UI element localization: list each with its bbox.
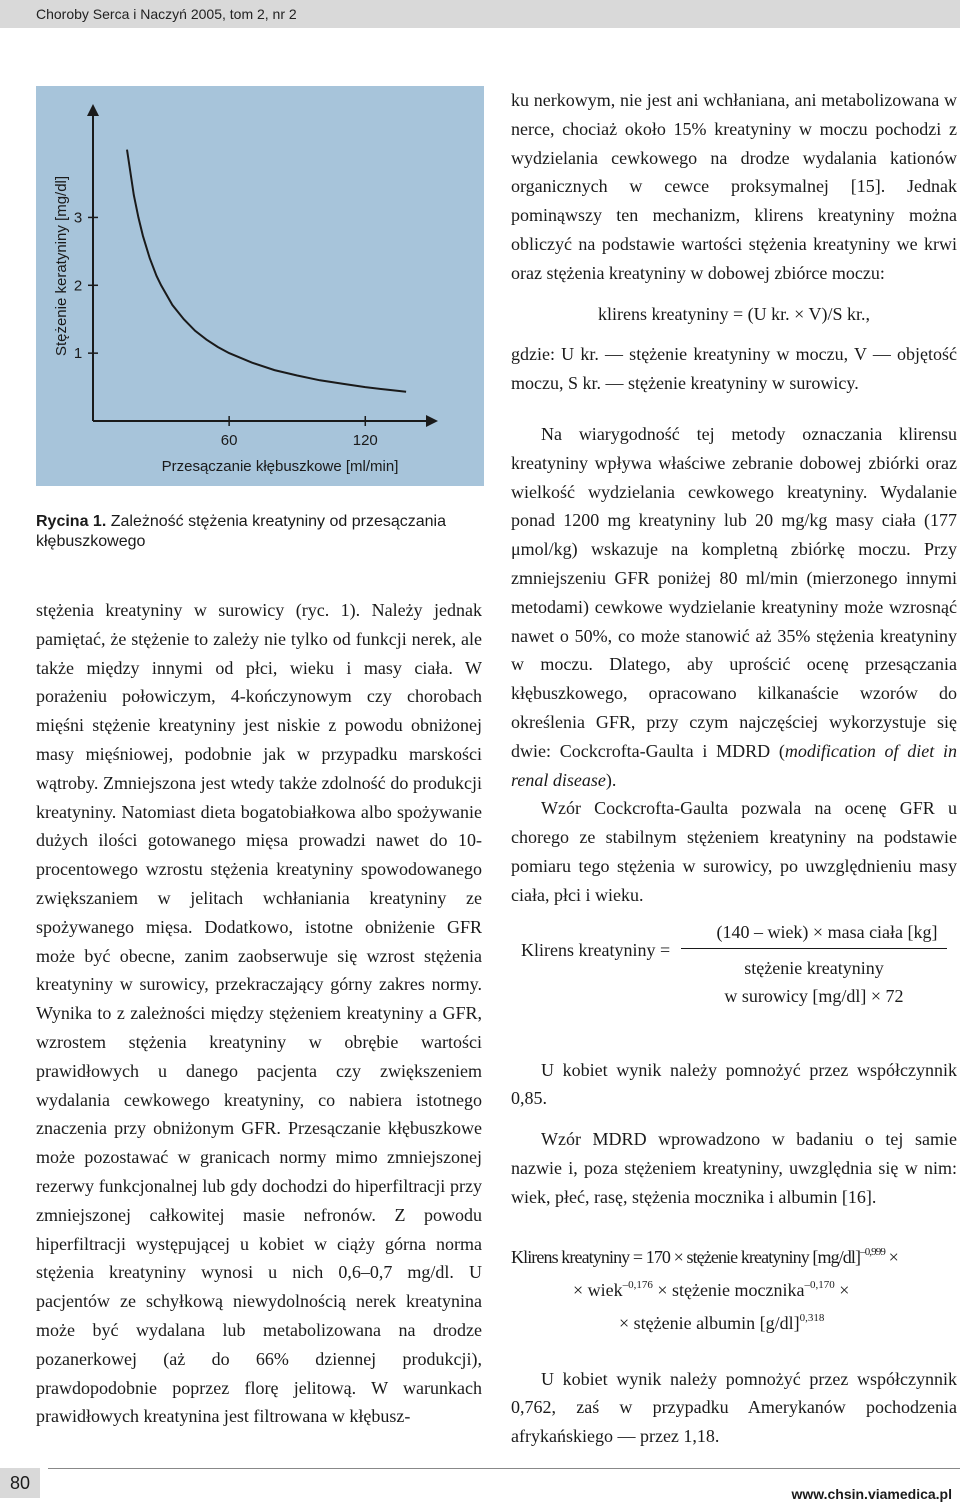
mdrd-term-3-end: × xyxy=(834,1279,850,1300)
footer-rule xyxy=(48,1468,960,1469)
clearance-formula: klirens kreatyniny = (U kr. × V)/S kr., xyxy=(598,303,870,324)
x-tick-label: 60 xyxy=(220,432,238,449)
formula-legend: gdzie: U kr. — stężenie kreatyniny w moczu, V — objętość moczu, S kr. — stężenie kreatyniny w surowicy. xyxy=(511,344,957,394)
right-paragraph-3: Wzór Cockcrofta-Gaulta pozwala na ocenę GFR u chorego ze stabilnym stężeniem kreatyniny na podstawie pomiaru tego stężenia w surowicy, po uwzględnieniu masy ciała, płci i wieku. xyxy=(511,798,957,905)
paragraph-2-end: ). xyxy=(605,769,617,790)
y-axis-label: Stężenie keratyniny [mg/dl] xyxy=(53,175,70,357)
right-paragraph-4: U kobiet wynik należy pomnożyć przez współczynnik 0,85. xyxy=(511,1059,957,1109)
journal-title: Choroby Serca i Naczyń 2005, tom 2, nr 2 xyxy=(36,6,297,22)
figure-caption xyxy=(36,512,476,552)
x-axis-label: Przesączanie kłębuszkowe [ml/min] xyxy=(161,458,399,475)
paragraph-2-text: Na wiarygodność tej metody oznaczania klirensu kreatyniny wpływa właściwe zebranie dobowej zbiórki oraz wielkość wydzielania cewkowego kreatyniny. Wydalanie ponad 1200 mg kreatyniny lub 20 mg/kg masy ciała (177 μmol/kg) wskazuje na kompletną zbiórkę moczu. Przy zmniejszeniu GFR poniżej 80 ml/min (mierzonego innymi metodami) cewkowe wydzielanie kreatyniny może wzrosnąć nawet o 50%, co może stanowić aż 35% stężenia kreatyniny w moczu. Dlatego, aby uprościć ocenę przesączania kłębuszkowego, opracowano kilkanaście wzorów do określenia GFR, przy czym najczęściej wykorzystuje się dwie: Cockcrofta-Gaulta i MDRD ( xyxy=(511,423,957,761)
right-paragraph-5: Wzór MDRD wprowadzono w badaniu o tej samie nazwie i, poza stężeniem kreatyniny, uwzględnia się w nim: wiek, płeć, rasę, stężenia mocznika i albumin [16]. xyxy=(511,1129,957,1207)
mdrd-exp-4: 0,318 xyxy=(799,1311,825,1324)
journal-header xyxy=(0,0,960,28)
figure-1 xyxy=(36,86,484,486)
mdrd-formula xyxy=(511,1238,957,1337)
cg-fraction-bar xyxy=(681,948,947,949)
x-tick-label: 120 xyxy=(352,432,378,449)
creatinine-gfr-chart xyxy=(36,86,484,486)
figure-caption-text: Zależność stężenia kreatyniny od przesączania kłębuszkowego xyxy=(36,513,447,550)
mdrd-line-1 xyxy=(511,1238,957,1271)
left-paragraph: stężenia kreatyniny w surowicy (ryc. 1). Należy jednak pamiętać, że stężenie to zależy nie tylko od funkcji nerek, ale także między innymi od płci, wieku i masy ciała. W porażeniu połowiczym, 4-kończynowym czy chorobach mięśni stężenie kreatyniny jest niskie z powodu obniżonej masy mięśniowej, podobnie jak w przypadku marskości wątroby. Zmniejszona jest wtedy także zdolność do produkcji kreatyniny. Natomiast dieta bogatobiałkowa albo spożywanie dużych ilości gotowanego mięsa prowadzi nawet do 10-procentowego wzrostu stężenia kreatyniny spowodowanego zwiększaniem w jelitach wchłaniania kreatyniny ze spożywanego mięsa. Dodatkowo, istotne obniżenie GFR może być obecne, zanim zaobserwuje się wzrost stężenia kreatyniny w surowicy, przekraczający górny zakres normy. Wynika to z zależności między stężeniem kreatyniny a GFR, wzrostem stężenia kreatyniny w obrębie wartości prawidłowych u danego pacjenta czy zwiększeniem wydalania cewkowego kreatyniny, co nabiera istotnego znaczenia przy obniżonym GFR. Przesączanie kłębuszkowe może pozostawać w granicach normy mimo zmniejszonej rezerwy funkcjonalnej lub gdy dochodzi do hiperfiltracji przy zmniejszonej całkowitej masie nefronów. Z powodu hiperfiltracji występującej u kobiet w ciąży górna norma stężenia kreatyniny wynosi u nich 0,6–0,7 mg/dl. U pacjentów ze schyłkową niewydolnością nerek kreatynina może być wydalana lub metabolizowana na drodze pozanerkowej (aż do 66% dziennej produkcji), prawdopodobnie poprzez florę jelitową. W warunkach prawidłowych kreatynina jest filtrowana w kłębusz- xyxy=(36,600,482,1427)
cg-denominator-2: w surowicy [mg/dl] × 72 xyxy=(724,985,904,1006)
mdrd-line-2 xyxy=(511,1271,957,1304)
mdrd-term-1: Klirens kreatyniny = 170 × stężenie kreatyniny [mg/dl] xyxy=(511,1246,861,1267)
cg-denominator-1: stężenie kreatyniny xyxy=(744,957,884,978)
right-paragraph-6: U kobiet wynik należy pomnożyć przez współczynnik 0,762, zaś w przypadku Amerykanów pochodzenia afrykańskiego — przez 1,18. xyxy=(511,1368,957,1447)
mdrd-term-1-end: × xyxy=(884,1246,898,1267)
mdrd-term-4: × stężenie albumin [g/dl] xyxy=(619,1312,800,1333)
mdrd-exp-1: –0,999 xyxy=(860,1245,885,1258)
mdrd-exp-3: –0,170 xyxy=(804,1278,835,1291)
mdrd-term-2: × wiek xyxy=(573,1279,623,1300)
mdrd-line-3 xyxy=(511,1304,957,1337)
chart-background xyxy=(36,86,484,486)
mdrd-exp-2: –0,176 xyxy=(622,1278,653,1291)
left-column xyxy=(36,596,482,1431)
journal-url-link[interactable]: www.chsin.viamedica.pl xyxy=(791,1486,952,1502)
right-paragraph-1: ku nerkowym, nie jest ani wchłaniana, ani metabolizowana w nerce, chociaż około 15% kreatyniny w moczu pochodzi z wydzielania cewkowego na drodze wydalania kationów organicznych w cewce proksymalnej [15]. Jednak pominąwszy ten mechanizm, klirens kreatyniny można obliczyć na podstawie wartości stężenia kreatyniny we krwi oraz stężenia kreatyniny w dobowej zbiórce moczu: xyxy=(511,90,957,283)
mdrd-term-3: × stężenie mocznika xyxy=(652,1279,805,1300)
y-tick-label: 3 xyxy=(73,209,83,227)
right-column xyxy=(511,86,957,1451)
cg-numerator: (140 – wiek) × masa ciała [kg] xyxy=(716,921,938,942)
right-paragraph-2 xyxy=(511,420,957,794)
y-tick-label: 1 xyxy=(73,345,83,363)
mdrd-expansion: modification of diet in renal disease xyxy=(511,740,957,790)
cockcroft-gault-formula xyxy=(511,918,957,1030)
y-tick-label: 2 xyxy=(73,277,83,295)
figure-caption-label: Rycina 1. xyxy=(36,513,107,530)
cg-lhs: Klirens kreatyniny = xyxy=(521,939,671,960)
page-number: 80 xyxy=(0,1468,40,1498)
